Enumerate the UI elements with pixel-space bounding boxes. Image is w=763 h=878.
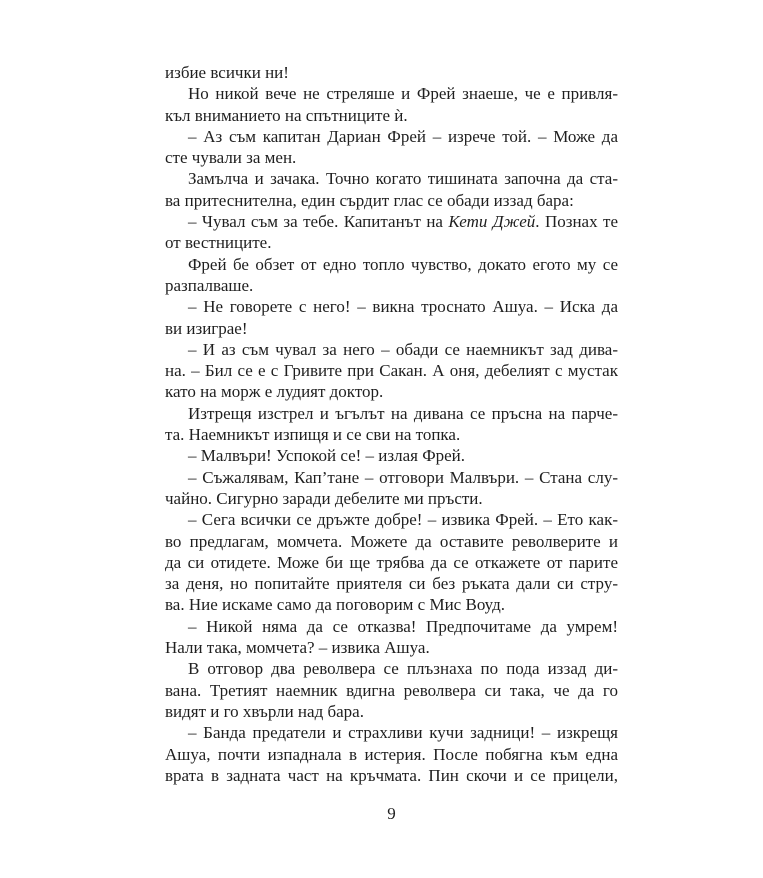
text-segment: на. – Бил се е с Гривите при Сакан. А оня, дебелият с мустак — [165, 361, 618, 381]
text-line — [165, 637, 618, 658]
text-line — [165, 147, 618, 168]
text-line — [165, 488, 618, 509]
text-line — [165, 105, 618, 126]
text-segment: Ашуа, почти изпаднала в истерия. После побягна към една — [165, 744, 618, 764]
text-segment: Изтрещя изстрел и ъгълът на дивана се пръсна на парче- — [188, 403, 618, 423]
text-segment: врата в задната част на кръчмата. Пин скочи и се прицели, — [165, 765, 618, 785]
text-segment: – Банда предатели и страхливи кучи задници! – изкрещя — [188, 723, 618, 743]
text-segment: – Съжалявам, Кап’тане – отговори Малвъри. – Стана слу- — [188, 467, 618, 487]
text-block — [165, 62, 618, 786]
text-line — [165, 616, 618, 637]
text-segment: Но никой вече не стреляше и Фрей знаеше, че е привля- — [188, 84, 618, 104]
text-segment: ва. Ние искаме само да поговорим с Мис Воуд. — [165, 595, 505, 615]
text-segment: – Аз съм капитан Дариан Фрей – изрече той. – Може да — [188, 126, 618, 146]
text-segment: да си отидете. Може би ще трябва да се откажете от парите — [165, 552, 618, 572]
text-segment: вана. Третият наемник вдигна револвера си така, че да го — [165, 680, 618, 700]
text-line — [165, 424, 618, 445]
text-segment: Замълча и зачака. Точно когато тишината започна да ста- — [188, 169, 618, 189]
text-line — [165, 339, 618, 360]
text-line — [165, 190, 618, 211]
text-line — [165, 509, 618, 530]
text-segment: – Не говорете с него! – викна троснато Ашуа. – Иска да — [188, 297, 618, 317]
text-segment: В отговор два револвера се плъзнаха по пода иззад ди- — [188, 659, 618, 679]
text-line — [165, 403, 618, 424]
text-line — [165, 275, 618, 296]
text-segment: – Чувал съм за тебе. Капитанът на — [188, 212, 449, 232]
text-line — [165, 765, 618, 786]
text-segment: от вестниците. — [165, 233, 272, 253]
text-line — [165, 744, 618, 765]
text-line — [165, 62, 618, 83]
text-segment: та. Наемникът изпищя и се сви на топка. — [165, 425, 461, 445]
text-line — [165, 296, 618, 317]
text-segment: – Малвъри! Успокой се! – излая Фрей. — [188, 446, 466, 466]
page-number: 9 — [387, 804, 396, 823]
text-segment: Нали така, момчета? – извика Ашуа. — [165, 638, 430, 658]
text-line — [165, 552, 618, 573]
text-segment: разпалваше. — [165, 275, 254, 295]
text-line — [165, 722, 618, 743]
text-line — [165, 573, 618, 594]
text-line — [165, 658, 618, 679]
text-segment: като на морж е лудият доктор. — [165, 382, 384, 402]
text-line — [165, 83, 618, 104]
text-segment: – Никой няма да се отказва! Предпочитаме да умрем! — [188, 616, 618, 636]
text-line — [165, 531, 618, 552]
text-line — [165, 381, 618, 402]
text-segment: ва притеснителна, един сърдит глас се обади иззад бара: — [165, 190, 574, 210]
text-segment: за деня, но попитайте приятеля си без ръката дали си стру- — [165, 574, 618, 594]
text-segment: чайно. Сигурно заради дебелите ми пръсти. — [165, 488, 483, 508]
text-line — [165, 318, 618, 339]
text-line — [165, 360, 618, 381]
text-segment: . Познах те — [535, 212, 618, 232]
text-line — [165, 701, 618, 722]
text-line — [165, 445, 618, 466]
text-segment: избие всички ни! — [165, 63, 289, 82]
italic-text: Кети Джей — [448, 212, 536, 232]
text-segment: – И аз съм чувал за него – обади се наемникът зад дива- — [188, 339, 618, 359]
text-segment: сте чували за мен. — [165, 148, 297, 168]
text-segment: во предлагам, момчета. Можете да оставите револверите и — [165, 531, 618, 551]
text-line — [165, 211, 618, 232]
text-line — [165, 126, 618, 147]
text-line — [165, 467, 618, 488]
text-segment: – Сега всички се дръжте добре! – извика Фрей. – Ето как- — [188, 510, 618, 530]
text-line — [165, 680, 618, 701]
text-line — [165, 594, 618, 615]
text-line — [165, 232, 618, 253]
text-segment: къл вниманието на спътниците ѝ. — [165, 105, 408, 125]
text-segment: ви изиграе! — [165, 318, 248, 338]
text-line — [165, 168, 618, 189]
text-line — [165, 254, 618, 275]
text-segment: видят и го хвърли над бара. — [165, 701, 364, 721]
text-segment: Фрей бе обзет от едно топло чувство, докато егото му се — [188, 254, 618, 274]
